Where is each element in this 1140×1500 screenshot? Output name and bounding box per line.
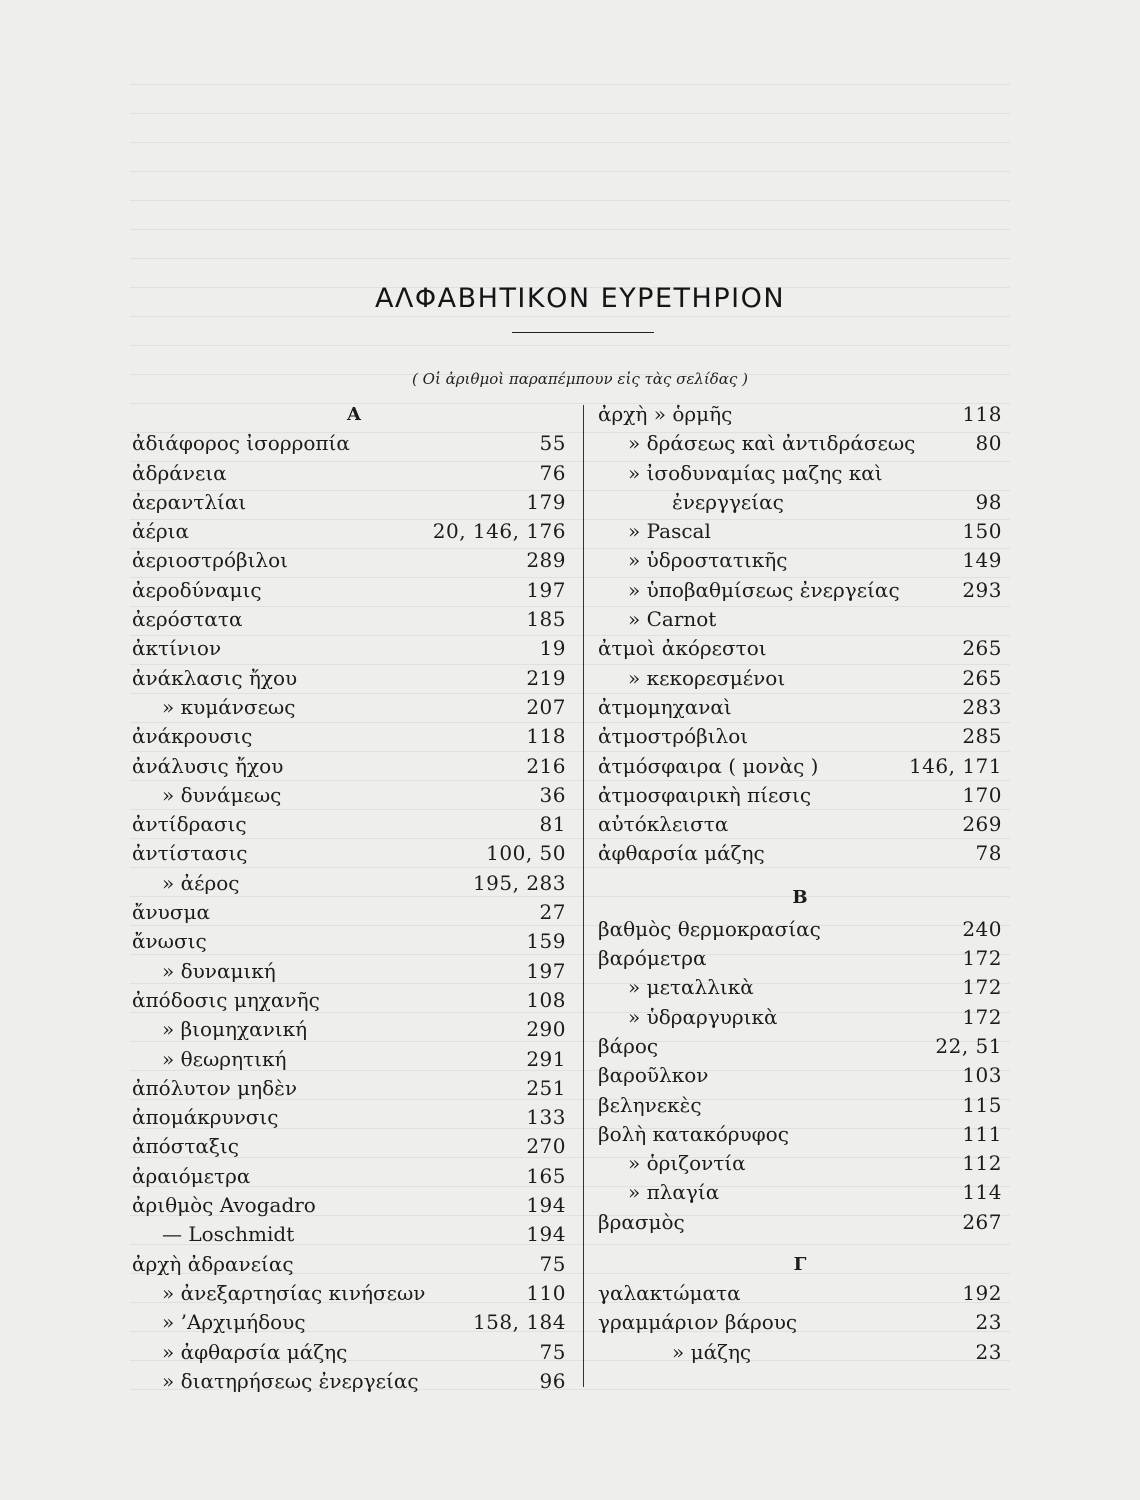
- section-letter-beta: Β: [792, 886, 808, 908]
- entry-page: 111: [962, 1121, 1002, 1146]
- entry-page: 291: [526, 1046, 566, 1071]
- entry-page: 293: [962, 577, 1002, 602]
- entry-term: ἀδράνεια: [132, 460, 227, 485]
- index-entry: [598, 1120, 1002, 1149]
- entry-term: ἀνάκρουσις: [132, 724, 253, 749]
- index-entry: [598, 1208, 1002, 1237]
- index-entry: [132, 957, 566, 986]
- entry-page: 251: [526, 1075, 566, 1100]
- entry-page: 23: [975, 1339, 1002, 1364]
- entry-page: 36: [539, 782, 566, 807]
- entry-term: αὐτόκλειστα: [598, 812, 729, 837]
- entry-term: » κυμάνσεως: [162, 694, 296, 719]
- entry-term: ἀερόστατα: [132, 607, 243, 632]
- entry-term: ἀκτίνιον: [132, 636, 222, 661]
- entry-page: 146, 171: [908, 753, 1002, 778]
- index-entry: [132, 488, 566, 517]
- entry-page: 290: [526, 1017, 566, 1042]
- entry-term: » διατηρήσεως ἐνεργείας: [162, 1368, 419, 1393]
- index-entry: [598, 546, 1002, 575]
- entry-term: » ’Αρχιμήδους: [162, 1310, 306, 1335]
- entry-term: » ὁριζοντία: [628, 1151, 746, 1176]
- index-entry: [132, 429, 566, 458]
- index-column-left: [132, 400, 566, 1396]
- entry-term: βρασμὸς: [598, 1209, 685, 1234]
- index-entry: [132, 986, 566, 1015]
- entry-term: » Pascal: [628, 519, 711, 544]
- entry-term: » ἰσοδυναμίας μαζης καὶ: [628, 460, 883, 485]
- entry-page: 267: [962, 1209, 1002, 1234]
- entry-page: 80: [975, 431, 1002, 456]
- entry-page: 96: [539, 1368, 566, 1393]
- entry-term: » ὑδραργυρικὰ: [628, 1004, 778, 1029]
- index-entry: [132, 1132, 566, 1161]
- index-entry: [598, 1091, 1002, 1120]
- index-entry: [598, 839, 1002, 868]
- entry-page: 285: [962, 724, 1002, 749]
- index-entry: [132, 664, 566, 693]
- entry-term: » πλαγία: [628, 1180, 720, 1205]
- entry-page: 81: [539, 812, 566, 837]
- index-entry: [598, 944, 1002, 973]
- index-entry: [132, 546, 566, 575]
- entry-term: » ὑποβαθμίσεως ἐνεργείας: [628, 577, 900, 602]
- entry-term: ἐνεργγείας: [672, 489, 784, 514]
- entry-page: 197: [526, 577, 566, 602]
- index-entry: [132, 1220, 566, 1249]
- entry-term: ἀπόλυτον μηδὲν: [132, 1075, 298, 1100]
- entry-page: 159: [526, 929, 566, 954]
- entry-page: 172: [962, 1004, 1002, 1029]
- index-entry: [598, 693, 1002, 722]
- index-entry: [132, 810, 566, 839]
- index-entry: [598, 973, 1002, 1002]
- entry-page: 118: [526, 724, 566, 749]
- entry-term: βαροῦλκον: [598, 1063, 709, 1088]
- index-entry: [132, 1308, 566, 1337]
- title-rule: [512, 332, 654, 333]
- entry-term: ἀντίδρασις: [132, 812, 247, 837]
- entry-term: — Loschmidt: [162, 1222, 295, 1247]
- index-entry: [132, 459, 566, 488]
- index-entry: [132, 927, 566, 956]
- entry-page: 197: [526, 958, 566, 983]
- index-entry: [132, 517, 566, 546]
- entry-term: ἀντίστασις: [132, 841, 248, 866]
- entry-page: 179: [526, 489, 566, 514]
- index-entry: [132, 839, 566, 868]
- index-entry: [598, 517, 1002, 546]
- entry-term: » ἀφθαρσία μάζης: [162, 1339, 348, 1364]
- entry-term: ἄνωσις: [132, 929, 207, 954]
- entry-term: » κεκορεσμένοι: [628, 665, 786, 690]
- entry-page: 23: [975, 1310, 1002, 1335]
- entry-page: 185: [526, 607, 566, 632]
- entry-page: 170: [962, 782, 1002, 807]
- entry-page: 76: [539, 460, 566, 485]
- entry-page: 158, 184: [472, 1310, 566, 1335]
- index-entry: [132, 634, 566, 663]
- entry-page: 115: [962, 1092, 1002, 1117]
- entry-page: 265: [962, 636, 1002, 661]
- index-entry: [132, 752, 566, 781]
- entry-term: ἀτμοὶ ἀκόρεστοι: [598, 636, 767, 661]
- entry-page: 22, 51: [935, 1033, 1002, 1058]
- entry-page: 265: [962, 665, 1002, 690]
- entry-page: 165: [526, 1163, 566, 1188]
- entry-term: ἀνάλυσις ἤχου: [132, 753, 284, 778]
- index-entry: [132, 781, 566, 810]
- index-entry: [132, 722, 566, 751]
- entry-page: 194: [526, 1222, 566, 1247]
- entry-term: » ἀέρος: [162, 870, 240, 895]
- entry-term: βαθμὸς θερμοκρασίας: [598, 916, 821, 941]
- index-entry: [132, 1279, 566, 1308]
- entry-page: 219: [526, 665, 566, 690]
- entry-term: ἀτμοστρόβιλοι: [598, 724, 749, 749]
- entry-term: ἀφθαρσία μάζης: [598, 841, 765, 866]
- index-entry: [132, 1367, 566, 1396]
- entry-page: 240: [962, 916, 1002, 941]
- entry-term: » δυναμική: [162, 958, 276, 983]
- index-entry: [132, 869, 566, 898]
- index-entry: [132, 1162, 566, 1191]
- page-subtitle: ( Οἱ ἀριθμοὶ παραπέμπουν εἰς τὰς σελίδας ): [412, 370, 748, 388]
- entry-term: ἀεραντλίαι: [132, 489, 247, 514]
- index-entry: [132, 1338, 566, 1367]
- entry-term: ἄνυσμα: [132, 900, 210, 925]
- entry-term: » βιομηχανική: [162, 1017, 308, 1042]
- entry-page: 114: [962, 1180, 1002, 1205]
- entry-page: 75: [539, 1251, 566, 1276]
- entry-term: ἀπομάκρυνσις: [132, 1105, 279, 1130]
- index-entry: [132, 605, 566, 634]
- index-entry: [598, 810, 1002, 839]
- entry-page: 150: [962, 519, 1002, 544]
- entry-term: » δράσεως καὶ ἀντιδράσεως: [628, 431, 916, 456]
- column-divider: [583, 405, 584, 1387]
- index-entry: [598, 400, 1002, 429]
- entry-term: ἀεριοστρόβιλοι: [132, 548, 288, 573]
- index-entry: [598, 634, 1002, 663]
- index-entry: [598, 488, 1002, 517]
- entry-term: ἀραιόμετρα: [132, 1163, 251, 1188]
- entry-page: 133: [526, 1105, 566, 1130]
- entry-term: ἀδιάφορος ἰσορροπία: [132, 431, 350, 456]
- entry-page: 172: [962, 946, 1002, 971]
- index-entry: [598, 1338, 1002, 1367]
- entry-page: 108: [526, 987, 566, 1012]
- index-entry: [132, 1045, 566, 1074]
- index-column-right: [598, 400, 1002, 1367]
- entry-term: ἀπόσταξις: [132, 1134, 239, 1159]
- index-entry: [132, 1191, 566, 1220]
- entry-page: 112: [962, 1151, 1002, 1176]
- entry-page: 118: [962, 402, 1002, 426]
- index-entry: [598, 1003, 1002, 1032]
- entry-page: 149: [962, 548, 1002, 573]
- entry-page: 100, 50: [486, 841, 566, 866]
- entry-term: ἀρχὴ ἀδρανείας: [132, 1251, 294, 1276]
- index-entry: [598, 1061, 1002, 1090]
- index-entry: [598, 429, 1002, 458]
- entry-page: 78: [975, 841, 1002, 866]
- entry-page: 75: [539, 1339, 566, 1364]
- index-entry: [598, 459, 1002, 488]
- index-entry: [132, 576, 566, 605]
- index-entry: [132, 1103, 566, 1132]
- entry-page: 98: [975, 489, 1002, 514]
- entry-page: 192: [962, 1281, 1002, 1306]
- entry-page: 172: [962, 975, 1002, 1000]
- entry-term: » δυνάμεως: [162, 782, 282, 807]
- entry-term: βαρόμετρα: [598, 946, 707, 971]
- section-letter-gamma: Γ: [793, 1254, 807, 1276]
- entry-page: 110: [526, 1280, 566, 1305]
- index-entry: [598, 1178, 1002, 1207]
- index-entry: [598, 576, 1002, 605]
- index-entry: [598, 605, 1002, 634]
- entry-term: ἀέρια: [132, 519, 189, 544]
- entry-term: γραμμάριον βάρους: [598, 1310, 798, 1335]
- index-entry: [598, 664, 1002, 693]
- page-title: ΑΛΦΑΒΗΤΙΚΟΝ ΕΥΡΕΤΗΡΙΟΝ: [374, 283, 786, 314]
- entry-term: » ἀνεξαρτησίας κινήσεων: [162, 1280, 426, 1305]
- entry-term: ἀτμοσφαιρικὴ πίεσις: [598, 782, 812, 807]
- index-entry: [598, 915, 1002, 944]
- entry-term: ἀπόδοσις μηχανῆς: [132, 987, 320, 1012]
- entry-page: 283: [962, 694, 1002, 719]
- section-letter-alpha: Α: [347, 404, 361, 425]
- entry-page: 55: [539, 431, 566, 456]
- entry-page: 20, 146, 176: [432, 519, 566, 544]
- index-entry: [132, 898, 566, 927]
- index-entry: [598, 1279, 1002, 1308]
- entry-term: βολὴ κατακόρυφος: [598, 1121, 789, 1146]
- entry-term: βεληνεκὲς: [598, 1092, 702, 1117]
- entry-term: » μεταλλικὰ: [628, 975, 754, 1000]
- index-entry: [132, 1015, 566, 1044]
- entry-term: » Carnot: [628, 607, 717, 632]
- entry-term: γαλακτώματα: [598, 1281, 741, 1306]
- entry-page: 19: [539, 636, 566, 661]
- index-entry: [598, 752, 1002, 781]
- entry-page: 270: [526, 1134, 566, 1159]
- entry-term: ἀτμόσφαιρα ( μονὰς ): [598, 753, 819, 778]
- index-entry: [598, 1149, 1002, 1178]
- entry-page: 216: [526, 753, 566, 778]
- index-entry: [132, 693, 566, 722]
- entry-page: 27: [539, 900, 566, 925]
- index-entry: [598, 722, 1002, 751]
- entry-page: 103: [962, 1063, 1002, 1088]
- entry-term: ἀρχὴ » ὁρμῆς: [598, 402, 733, 426]
- index-entry: [598, 1032, 1002, 1061]
- entry-page: 269: [962, 812, 1002, 837]
- entry-term: » θεωρητική: [162, 1046, 287, 1071]
- entry-term: ἀεροδύναμις: [132, 577, 262, 602]
- entry-page: 194: [526, 1193, 566, 1218]
- index-entry: [132, 1250, 566, 1279]
- entry-term: » μάζης: [672, 1339, 752, 1364]
- entry-page: 289: [526, 548, 566, 573]
- entry-term: ἀριθμὸς Avogadro: [132, 1193, 316, 1218]
- entry-term: ἀνάκλασις ἤχου: [132, 665, 298, 690]
- entry-term: » ὑδροστατικῆς: [628, 548, 788, 573]
- entry-term: ἀτμομηχαναὶ: [598, 694, 732, 719]
- entry-page: 207: [526, 694, 566, 719]
- entry-page: 195, 283: [472, 870, 566, 895]
- index-entry: [598, 1308, 1002, 1337]
- index-entry: [132, 1074, 566, 1103]
- entry-term: βάρος: [598, 1033, 659, 1058]
- index-entry: [598, 781, 1002, 810]
